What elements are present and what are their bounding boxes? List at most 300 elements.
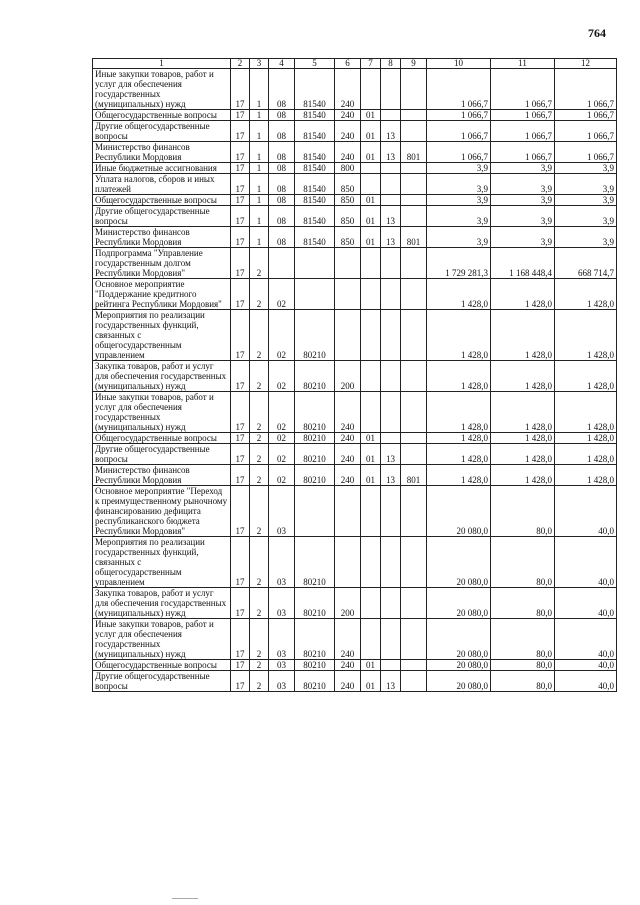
- amount-cell: 3,9: [427, 174, 491, 195]
- code-cell: 17: [231, 671, 250, 692]
- code-cell: 01: [361, 121, 381, 142]
- code-cell: 17: [231, 110, 250, 121]
- code-cell: [401, 361, 427, 392]
- code-cell: 2: [250, 486, 269, 537]
- code-cell: 850: [335, 174, 361, 195]
- budget-table: [92, 58, 617, 692]
- header-cell: 1: [93, 59, 231, 69]
- amount-cell: 3,9: [555, 163, 617, 174]
- amount-cell: 1 428,0: [555, 279, 617, 310]
- code-cell: 2: [250, 279, 269, 310]
- code-cell: 17: [231, 227, 250, 248]
- amount-cell: 3,9: [427, 227, 491, 248]
- code-cell: [381, 537, 401, 588]
- code-cell: [401, 433, 427, 444]
- code-cell: [295, 279, 335, 310]
- item-name-cell: Иные бюджетные ассигнования: [93, 163, 231, 174]
- code-cell: 01: [361, 206, 381, 227]
- code-cell: 03: [269, 588, 295, 619]
- code-cell: [381, 392, 401, 433]
- amount-cell: 80,0: [491, 588, 555, 619]
- table-row: [93, 392, 617, 433]
- code-cell: 240: [335, 660, 361, 671]
- code-cell: 81540: [295, 227, 335, 248]
- item-name-cell: Основное мероприятие "Переход к преимущественному рыночному финансированию дефицита республиканского бюджета Республики Мордовия": [93, 486, 231, 537]
- code-cell: 08: [269, 121, 295, 142]
- code-cell: 2: [250, 660, 269, 671]
- code-cell: 08: [269, 163, 295, 174]
- code-cell: [335, 310, 361, 361]
- code-cell: 17: [231, 279, 250, 310]
- code-cell: [381, 433, 401, 444]
- code-cell: [401, 537, 427, 588]
- code-cell: 17: [231, 206, 250, 227]
- header-cell: 10: [427, 59, 491, 69]
- code-cell: 08: [269, 142, 295, 163]
- code-cell: 2: [250, 537, 269, 588]
- code-cell: 08: [269, 195, 295, 206]
- table-row: [93, 69, 617, 110]
- table-row: [93, 444, 617, 465]
- amount-cell: 40,0: [555, 588, 617, 619]
- code-cell: [401, 671, 427, 692]
- amount-cell: 3,9: [491, 227, 555, 248]
- code-cell: 801: [401, 227, 427, 248]
- code-cell: 240: [335, 444, 361, 465]
- item-name-cell: Другие общегосударственные вопросы: [93, 206, 231, 227]
- code-cell: 02: [269, 310, 295, 361]
- code-cell: 17: [231, 248, 250, 279]
- code-cell: 08: [269, 110, 295, 121]
- code-cell: 17: [231, 121, 250, 142]
- table-row: [93, 433, 617, 444]
- amount-cell: 3,9: [555, 174, 617, 195]
- code-cell: 2: [250, 465, 269, 486]
- item-name-cell: Мероприятия по реализации государственных функций, связанных с общегосударственным управлением: [93, 310, 231, 361]
- code-cell: 13: [381, 227, 401, 248]
- header-cell: 7: [361, 59, 381, 69]
- amount-cell: 1 428,0: [491, 361, 555, 392]
- amount-cell: 3,9: [427, 206, 491, 227]
- amount-cell: 1 428,0: [555, 433, 617, 444]
- code-cell: 240: [335, 69, 361, 110]
- amount-cell: 1 066,7: [491, 142, 555, 163]
- item-name-cell: Общегосударственные вопросы: [93, 433, 231, 444]
- code-cell: 02: [269, 465, 295, 486]
- code-cell: 01: [361, 465, 381, 486]
- amount-cell: 20 080,0: [427, 660, 491, 671]
- item-name-cell: Основное мероприятие "Поддержание кредитного рейтинга Республики Мордовия": [93, 279, 231, 310]
- table-row: [93, 174, 617, 195]
- code-cell: 81540: [295, 163, 335, 174]
- item-name-cell: Закупка товаров, работ и услуг для обеспечения государственных (муниципальных) нужд: [93, 361, 231, 392]
- item-name-cell: Министерство финансов Республики Мордовия: [93, 142, 231, 163]
- code-cell: 1: [250, 227, 269, 248]
- header-cell: 5: [295, 59, 335, 69]
- amount-cell: 1 066,7: [555, 69, 617, 110]
- code-cell: 17: [231, 174, 250, 195]
- code-cell: [335, 537, 361, 588]
- code-cell: [381, 163, 401, 174]
- code-cell: 240: [335, 433, 361, 444]
- code-cell: 1: [250, 195, 269, 206]
- table-row: [93, 660, 617, 671]
- code-cell: 2: [250, 392, 269, 433]
- amount-cell: 1 066,7: [427, 110, 491, 121]
- item-name-cell: Министерство финансов Республики Мордовия: [93, 227, 231, 248]
- code-cell: 17: [231, 537, 250, 588]
- code-cell: [381, 69, 401, 110]
- code-cell: 2: [250, 248, 269, 279]
- code-cell: [401, 206, 427, 227]
- code-cell: 17: [231, 444, 250, 465]
- item-name-cell: Уплата налогов, сборов и иных платежей: [93, 174, 231, 195]
- header-cell: 3: [250, 59, 269, 69]
- amount-cell: 1 066,7: [427, 69, 491, 110]
- code-cell: 01: [361, 110, 381, 121]
- amount-cell: 1 428,0: [491, 444, 555, 465]
- item-name-cell: Общегосударственные вопросы: [93, 660, 231, 671]
- table-row: [93, 361, 617, 392]
- page-number: 764: [588, 26, 606, 40]
- table-row: [93, 121, 617, 142]
- table-row: [93, 195, 617, 206]
- code-cell: [401, 110, 427, 121]
- table-row: [93, 486, 617, 537]
- header-cell: 6: [335, 59, 361, 69]
- code-cell: 13: [381, 142, 401, 163]
- code-cell: 240: [335, 110, 361, 121]
- amount-cell: 1 428,0: [555, 465, 617, 486]
- code-cell: [401, 660, 427, 671]
- code-cell: 80210: [295, 444, 335, 465]
- code-cell: 13: [381, 121, 401, 142]
- item-name-cell: Подпрограмма "Управление государственным долгом Республики Мордовия": [93, 248, 231, 279]
- code-cell: 13: [381, 465, 401, 486]
- code-cell: 80210: [295, 588, 335, 619]
- code-cell: 1: [250, 174, 269, 195]
- code-cell: 17: [231, 142, 250, 163]
- code-cell: 240: [335, 671, 361, 692]
- table-row: [93, 465, 617, 486]
- code-cell: [361, 588, 381, 619]
- amount-cell: 1 428,0: [491, 433, 555, 444]
- code-cell: 850: [335, 227, 361, 248]
- code-cell: 1: [250, 142, 269, 163]
- code-cell: 03: [269, 619, 295, 660]
- amount-cell: 80,0: [491, 537, 555, 588]
- amount-cell: 20 080,0: [427, 537, 491, 588]
- code-cell: 200: [335, 361, 361, 392]
- amount-cell: 40,0: [555, 486, 617, 537]
- table-row: [93, 588, 617, 619]
- code-cell: [295, 248, 335, 279]
- code-cell: 850: [335, 195, 361, 206]
- amount-cell: 40,0: [555, 671, 617, 692]
- code-cell: [401, 588, 427, 619]
- code-cell: [401, 310, 427, 361]
- code-cell: [361, 69, 381, 110]
- code-cell: 80210: [295, 310, 335, 361]
- code-cell: 240: [335, 465, 361, 486]
- code-cell: 81540: [295, 110, 335, 121]
- code-cell: 2: [250, 361, 269, 392]
- code-cell: 17: [231, 465, 250, 486]
- amount-cell: 1 428,0: [427, 444, 491, 465]
- code-cell: 17: [231, 195, 250, 206]
- code-cell: 03: [269, 537, 295, 588]
- amount-cell: 20 080,0: [427, 671, 491, 692]
- amount-cell: 1 428,0: [427, 433, 491, 444]
- code-cell: 80210: [295, 392, 335, 433]
- code-cell: [335, 486, 361, 537]
- amount-cell: 1 729 281,3: [427, 248, 491, 279]
- amount-cell: 1 428,0: [555, 444, 617, 465]
- item-name-cell: Общегосударственные вопросы: [93, 110, 231, 121]
- header-cell: 9: [401, 59, 427, 69]
- table-row: [93, 537, 617, 588]
- code-cell: 03: [269, 486, 295, 537]
- code-cell: [361, 248, 381, 279]
- code-cell: [361, 392, 381, 433]
- code-cell: 80210: [295, 361, 335, 392]
- code-cell: [361, 619, 381, 660]
- code-cell: 200: [335, 588, 361, 619]
- code-cell: 17: [231, 619, 250, 660]
- code-cell: 01: [361, 227, 381, 248]
- table-row: [93, 142, 617, 163]
- amount-cell: 1 066,7: [555, 142, 617, 163]
- amount-cell: 40,0: [555, 619, 617, 660]
- table-row: [93, 227, 617, 248]
- table-row: [93, 619, 617, 660]
- code-cell: 1: [250, 69, 269, 110]
- table-row: [93, 248, 617, 279]
- amount-cell: 3,9: [427, 163, 491, 174]
- code-cell: 02: [269, 392, 295, 433]
- amount-cell: 1 066,7: [491, 69, 555, 110]
- code-cell: [381, 660, 401, 671]
- item-name-cell: Другие общегосударственные вопросы: [93, 671, 231, 692]
- scan-edge-mark: [172, 898, 198, 899]
- amount-cell: 3,9: [555, 227, 617, 248]
- amount-cell: 1 428,0: [427, 361, 491, 392]
- code-cell: 01: [361, 195, 381, 206]
- code-cell: 801: [401, 465, 427, 486]
- amount-cell: 1 066,7: [491, 110, 555, 121]
- amount-cell: 1 428,0: [491, 392, 555, 433]
- code-cell: 2: [250, 444, 269, 465]
- item-name-cell: Иные закупки товаров, работ и услуг для обеспечения государственных (муниципальных) нужд: [93, 619, 231, 660]
- code-cell: [361, 537, 381, 588]
- amount-cell: 3,9: [491, 195, 555, 206]
- amount-cell: 1 428,0: [555, 310, 617, 361]
- code-cell: 02: [269, 279, 295, 310]
- amount-cell: 40,0: [555, 660, 617, 671]
- code-cell: [401, 174, 427, 195]
- amount-cell: 3,9: [427, 195, 491, 206]
- code-cell: 240: [335, 619, 361, 660]
- table-header-row: [93, 59, 617, 69]
- amount-cell: 1 428,0: [491, 310, 555, 361]
- code-cell: 81540: [295, 174, 335, 195]
- code-cell: 02: [269, 433, 295, 444]
- code-cell: 81540: [295, 121, 335, 142]
- code-cell: [335, 248, 361, 279]
- amount-cell: 3,9: [491, 163, 555, 174]
- code-cell: 80210: [295, 671, 335, 692]
- amount-cell: 668 714,7: [555, 248, 617, 279]
- code-cell: [401, 392, 427, 433]
- code-cell: [401, 486, 427, 537]
- code-cell: 80210: [295, 619, 335, 660]
- code-cell: 1: [250, 206, 269, 227]
- amount-cell: 80,0: [491, 671, 555, 692]
- code-cell: 17: [231, 163, 250, 174]
- item-name-cell: Иные закупки товаров, работ и услуг для обеспечения государственных (муниципальных) нужд: [93, 392, 231, 433]
- code-cell: [401, 248, 427, 279]
- code-cell: 01: [361, 444, 381, 465]
- amount-cell: 1 066,7: [555, 121, 617, 142]
- amount-cell: 1 428,0: [427, 310, 491, 361]
- code-cell: 801: [401, 142, 427, 163]
- amount-cell: 1 066,7: [427, 142, 491, 163]
- amount-cell: 20 080,0: [427, 619, 491, 660]
- amount-cell: 1 066,7: [427, 121, 491, 142]
- amount-cell: 40,0: [555, 537, 617, 588]
- code-cell: 01: [361, 671, 381, 692]
- code-cell: [269, 248, 295, 279]
- code-cell: 08: [269, 69, 295, 110]
- code-cell: [401, 163, 427, 174]
- item-name-cell: Другие общегосударственные вопросы: [93, 444, 231, 465]
- code-cell: 80210: [295, 465, 335, 486]
- code-cell: [381, 110, 401, 121]
- code-cell: 1: [250, 121, 269, 142]
- code-cell: [361, 361, 381, 392]
- code-cell: 17: [231, 361, 250, 392]
- amount-cell: 1 428,0: [555, 392, 617, 433]
- code-cell: 01: [361, 142, 381, 163]
- code-cell: 2: [250, 310, 269, 361]
- code-cell: 240: [335, 392, 361, 433]
- code-cell: 08: [269, 174, 295, 195]
- amount-cell: 1 428,0: [427, 279, 491, 310]
- table-row: [93, 163, 617, 174]
- code-cell: 03: [269, 671, 295, 692]
- code-cell: 850: [335, 206, 361, 227]
- table-body: [93, 69, 617, 692]
- code-cell: 17: [231, 433, 250, 444]
- item-name-cell: Общегосударственные вопросы: [93, 195, 231, 206]
- code-cell: [381, 619, 401, 660]
- table-row: [93, 279, 617, 310]
- amount-cell: 1 428,0: [491, 279, 555, 310]
- amount-cell: 20 080,0: [427, 486, 491, 537]
- amount-cell: 80,0: [491, 486, 555, 537]
- code-cell: [381, 486, 401, 537]
- code-cell: [335, 279, 361, 310]
- code-cell: [381, 588, 401, 619]
- code-cell: [381, 174, 401, 195]
- amount-cell: 3,9: [555, 195, 617, 206]
- code-cell: [381, 361, 401, 392]
- code-cell: 08: [269, 206, 295, 227]
- code-cell: [361, 279, 381, 310]
- code-cell: [401, 619, 427, 660]
- code-cell: [295, 486, 335, 537]
- code-cell: 02: [269, 361, 295, 392]
- code-cell: 1: [250, 110, 269, 121]
- amount-cell: 1 428,0: [427, 465, 491, 486]
- header-cell: 2: [231, 59, 250, 69]
- code-cell: 2: [250, 619, 269, 660]
- code-cell: 08: [269, 227, 295, 248]
- code-cell: 17: [231, 486, 250, 537]
- item-name-cell: Иные закупки товаров, работ и услуг для обеспечения государственных (муниципальных) нужд: [93, 69, 231, 110]
- code-cell: 17: [231, 588, 250, 619]
- code-cell: [381, 310, 401, 361]
- table-row: [93, 671, 617, 692]
- code-cell: 01: [361, 660, 381, 671]
- code-cell: 80210: [295, 537, 335, 588]
- code-cell: 13: [381, 444, 401, 465]
- header-cell: 11: [491, 59, 555, 69]
- code-cell: 2: [250, 433, 269, 444]
- amount-cell: 3,9: [555, 206, 617, 227]
- code-cell: [361, 163, 381, 174]
- code-cell: [361, 310, 381, 361]
- amount-cell: 3,9: [491, 174, 555, 195]
- code-cell: 80210: [295, 660, 335, 671]
- code-cell: 240: [335, 142, 361, 163]
- code-cell: 17: [231, 660, 250, 671]
- code-cell: [381, 248, 401, 279]
- code-cell: 17: [231, 310, 250, 361]
- code-cell: 02: [269, 444, 295, 465]
- code-cell: [401, 279, 427, 310]
- code-cell: [381, 195, 401, 206]
- code-cell: 2: [250, 588, 269, 619]
- code-cell: [381, 279, 401, 310]
- code-cell: [401, 444, 427, 465]
- amount-cell: 1 428,0: [491, 465, 555, 486]
- code-cell: 240: [335, 121, 361, 142]
- amount-cell: 80,0: [491, 619, 555, 660]
- amount-cell: 1 066,7: [555, 110, 617, 121]
- code-cell: 81540: [295, 69, 335, 110]
- header-cell: 8: [381, 59, 401, 69]
- item-name-cell: Другие общегосударственные вопросы: [93, 121, 231, 142]
- code-cell: [361, 174, 381, 195]
- code-cell: 01: [361, 433, 381, 444]
- code-cell: [401, 195, 427, 206]
- code-cell: [401, 121, 427, 142]
- amount-cell: 3,9: [491, 206, 555, 227]
- item-name-cell: Мероприятия по реализации государственных функций, связанных с общегосударственным управлением: [93, 537, 231, 588]
- amount-cell: 1 168 448,4: [491, 248, 555, 279]
- code-cell: 13: [381, 671, 401, 692]
- code-cell: 17: [231, 69, 250, 110]
- code-cell: [361, 486, 381, 537]
- item-name-cell: Закупка товаров, работ и услуг для обеспечения государственных (муниципальных) нужд: [93, 588, 231, 619]
- amount-cell: 1 428,0: [427, 392, 491, 433]
- code-cell: 81540: [295, 195, 335, 206]
- code-cell: 80210: [295, 433, 335, 444]
- amount-cell: 1 066,7: [491, 121, 555, 142]
- code-cell: [401, 69, 427, 110]
- item-name-cell: Министерство финансов Республики Мордовия: [93, 465, 231, 486]
